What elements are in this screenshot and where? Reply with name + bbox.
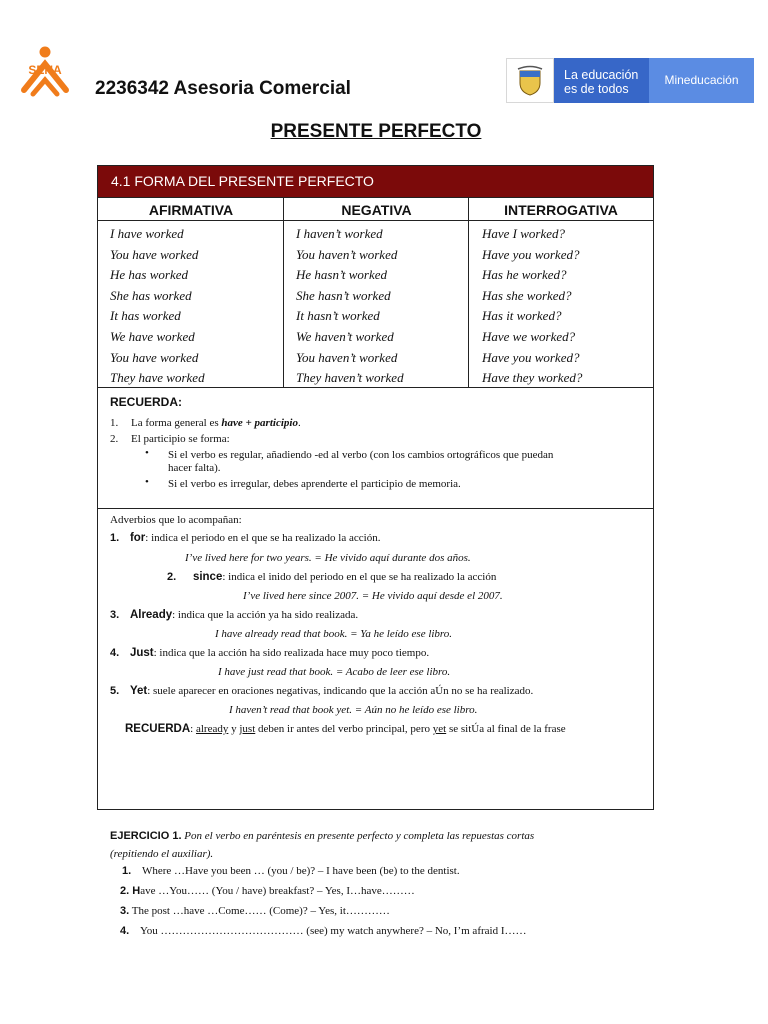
adverb-item <box>110 609 358 621</box>
exercise-item <box>120 905 390 917</box>
adverb-description: : indica que la acción ha sido realizada hace muy poco tiempo. <box>153 647 430 659</box>
exercise-number: 3. <box>120 905 130 917</box>
adverbs-intro: Adverbios que lo acompañan: <box>110 514 242 526</box>
svg-text:SENA: SENA <box>28 63 62 77</box>
adverb-number: 1. <box>110 532 120 544</box>
gov-slogan <box>554 58 649 103</box>
adverb-keyword: Yet <box>129 685 148 697</box>
divider <box>98 387 653 388</box>
list-item: You have worked <box>110 349 199 365</box>
adverb-description: : indica que la acción ya ha sido realizada. <box>172 609 359 621</box>
list-item: You haven’t worked <box>296 246 398 262</box>
recuerda-text: se sitÚa al final de la frase <box>446 723 566 735</box>
recuerda-bullet-1-line1: Si el verbo es regular, añadiendo -ed al verbo (con los cambios ortográficos que puedan <box>168 449 554 461</box>
adverb-number: 3. <box>110 609 120 621</box>
adverb-number: 5. <box>110 685 120 697</box>
recuerda-item-1 <box>110 417 301 429</box>
course-title: 2236342 Asesoria Comercial <box>95 78 351 99</box>
recuerda-item-1-bold: have + participio <box>221 417 298 429</box>
recuerda-text: y <box>228 723 240 735</box>
exercise-number: 4. <box>120 925 130 937</box>
recuerda-item-2 <box>110 433 230 445</box>
list-item: It hasn’t worked <box>296 308 380 324</box>
list-item: Have you worked? <box>482 349 580 365</box>
recuerda-bullet-1 <box>168 449 638 475</box>
list-item: Has she worked? <box>482 287 572 303</box>
adverbs-recuerda <box>125 723 566 735</box>
list-number: 1. <box>110 417 119 429</box>
column-divider <box>283 197 284 387</box>
adverb-item <box>110 532 380 544</box>
gov-banner <box>506 58 754 103</box>
adverb-item <box>167 571 496 583</box>
list-item: Have we worked? <box>482 328 576 344</box>
adverb-description: : indica el inido del periodo en el que se ha realizado la acción <box>222 571 497 583</box>
exercise-instruction-line2: (repitiendo el auxiliar). <box>110 848 214 860</box>
gov-ministry: Mineducación <box>649 58 754 103</box>
adverb-description: : indica el periodo en el que se ha realizado la acción. <box>145 532 381 544</box>
exercise-text: ave …You…… (You / have) breakfast? – Yes, I…have……… <box>140 885 415 897</box>
list-item: They haven’t worked <box>296 370 404 386</box>
divider <box>98 508 653 509</box>
adverb-keyword: since <box>192 571 223 583</box>
exercise-number: 1. <box>122 865 132 877</box>
list-item: Have I worked? <box>482 226 566 241</box>
list-item: I have worked <box>110 226 184 241</box>
list-item: It has worked <box>110 308 181 324</box>
recuerda-already: already <box>195 723 229 735</box>
column-header-interrogativa: INTERROGATIVA <box>469 197 653 221</box>
adverb-example: I have just read that book. = Acabo de leer ese libro. <box>218 666 451 678</box>
adverb-example: I’ve lived here since 2007. = He vivido aquí desde el 2007. <box>243 590 503 602</box>
adverb-keyword: Already <box>129 609 173 621</box>
gov-slogan-line2: es de todos <box>564 82 629 96</box>
list-item: She hasn’t worked <box>296 287 391 303</box>
list-item: Have you worked? <box>482 246 580 262</box>
list-item: You have worked <box>110 246 199 262</box>
page-title: PRESENTE PERFECTO <box>270 121 482 142</box>
recuerda-bullet-2: Si el verbo es irregular, debes aprenderte el participio de memoria. <box>168 478 461 490</box>
recuerda-bullet-1-line2: hacer falta). <box>168 462 221 474</box>
sena-logo-icon <box>14 44 76 102</box>
bullet-icon: • <box>145 476 149 488</box>
list-item: He hasn’t worked <box>296 267 387 283</box>
list-item: He has worked <box>110 267 188 283</box>
list-item: We haven’t worked <box>296 328 394 344</box>
interrogativa-list <box>482 224 582 389</box>
list-item: I haven’t worked <box>296 226 383 241</box>
recuerda-text: : <box>190 723 196 735</box>
column-header-negativa: NEGATIVA <box>284 197 469 221</box>
afirmativa-list <box>110 224 205 389</box>
list-item: Has it worked? <box>482 308 562 324</box>
adverb-number: 2. <box>167 571 177 583</box>
adverb-example: I’ve lived here for two years. = He vivido aquí durante dos años. <box>185 552 471 564</box>
exercise-item <box>120 925 527 937</box>
recuerda-text: deben ir antes del verbo principal, pero <box>255 723 433 735</box>
exercise-title: EJERCICIO 1. <box>110 830 182 842</box>
section-header: 4.1 FORMA DEL PRESENTE PERFECTO <box>98 166 653 197</box>
main-content-box <box>97 165 654 810</box>
recuerda-yet: yet <box>432 723 447 735</box>
recuerda-just: just <box>239 723 256 735</box>
list-item: Have they worked? <box>482 370 583 386</box>
exercise-item <box>122 865 460 877</box>
recuerda-item-1-prefix: La forma general es <box>131 417 222 429</box>
list-item: We have worked <box>110 328 195 344</box>
recuerda-item-1-suffix: . <box>297 417 301 429</box>
negativa-list <box>296 224 404 389</box>
exercise-instructions <box>110 827 650 863</box>
adverb-example: I have already read that book. = Ya he leído ese libro. <box>215 628 453 640</box>
exercise-item <box>120 885 415 897</box>
list-item: They have worked <box>110 370 205 386</box>
exercise-text: You ………………………………… (see) my watch anywhere? – No, I’m afraid I…… <box>139 925 527 937</box>
adverb-keyword: Just <box>129 647 154 659</box>
adverb-description: : suele aparecer en oraciones negativas, indicando que la acción aÚn no se ha realizado. <box>147 685 534 697</box>
list-item: She has worked <box>110 287 192 303</box>
column-header-afirmativa: AFIRMATIVA <box>98 197 284 221</box>
adverb-item <box>110 685 533 697</box>
exercise-text: Where …Have you been … (you / be)? – I have been (be) to the dentist. <box>141 865 460 877</box>
recuerda-keyword: RECUERDA <box>125 723 191 735</box>
adverb-example: I haven’t read that book yet. = Aún no he leído ese libro. <box>229 704 478 716</box>
adverb-item <box>110 647 429 659</box>
list-item: You haven’t worked <box>296 349 398 365</box>
colombia-shield-icon <box>506 58 554 103</box>
column-divider <box>468 197 469 387</box>
adverb-number: 4. <box>110 647 120 659</box>
recuerda-item-2-text: El participio se forma: <box>131 433 230 445</box>
list-number: 2. <box>110 433 119 445</box>
gov-slogan-line1: La educación <box>564 68 639 82</box>
bullet-icon: • <box>145 447 149 459</box>
sena-logo <box>14 44 76 102</box>
adverb-keyword: for <box>129 532 146 544</box>
exercise-text: The post …have …Come…… (Come)? – Yes, it………… <box>131 905 390 917</box>
list-item: Has he worked? <box>482 267 567 283</box>
exercise-instruction-line1: Pon el verbo en paréntesis en presente perfecto y completa las repuestas cortas <box>181 830 535 842</box>
recuerda-heading: RECUERDA: <box>110 395 182 409</box>
exercise-number: 2. H <box>120 885 141 897</box>
